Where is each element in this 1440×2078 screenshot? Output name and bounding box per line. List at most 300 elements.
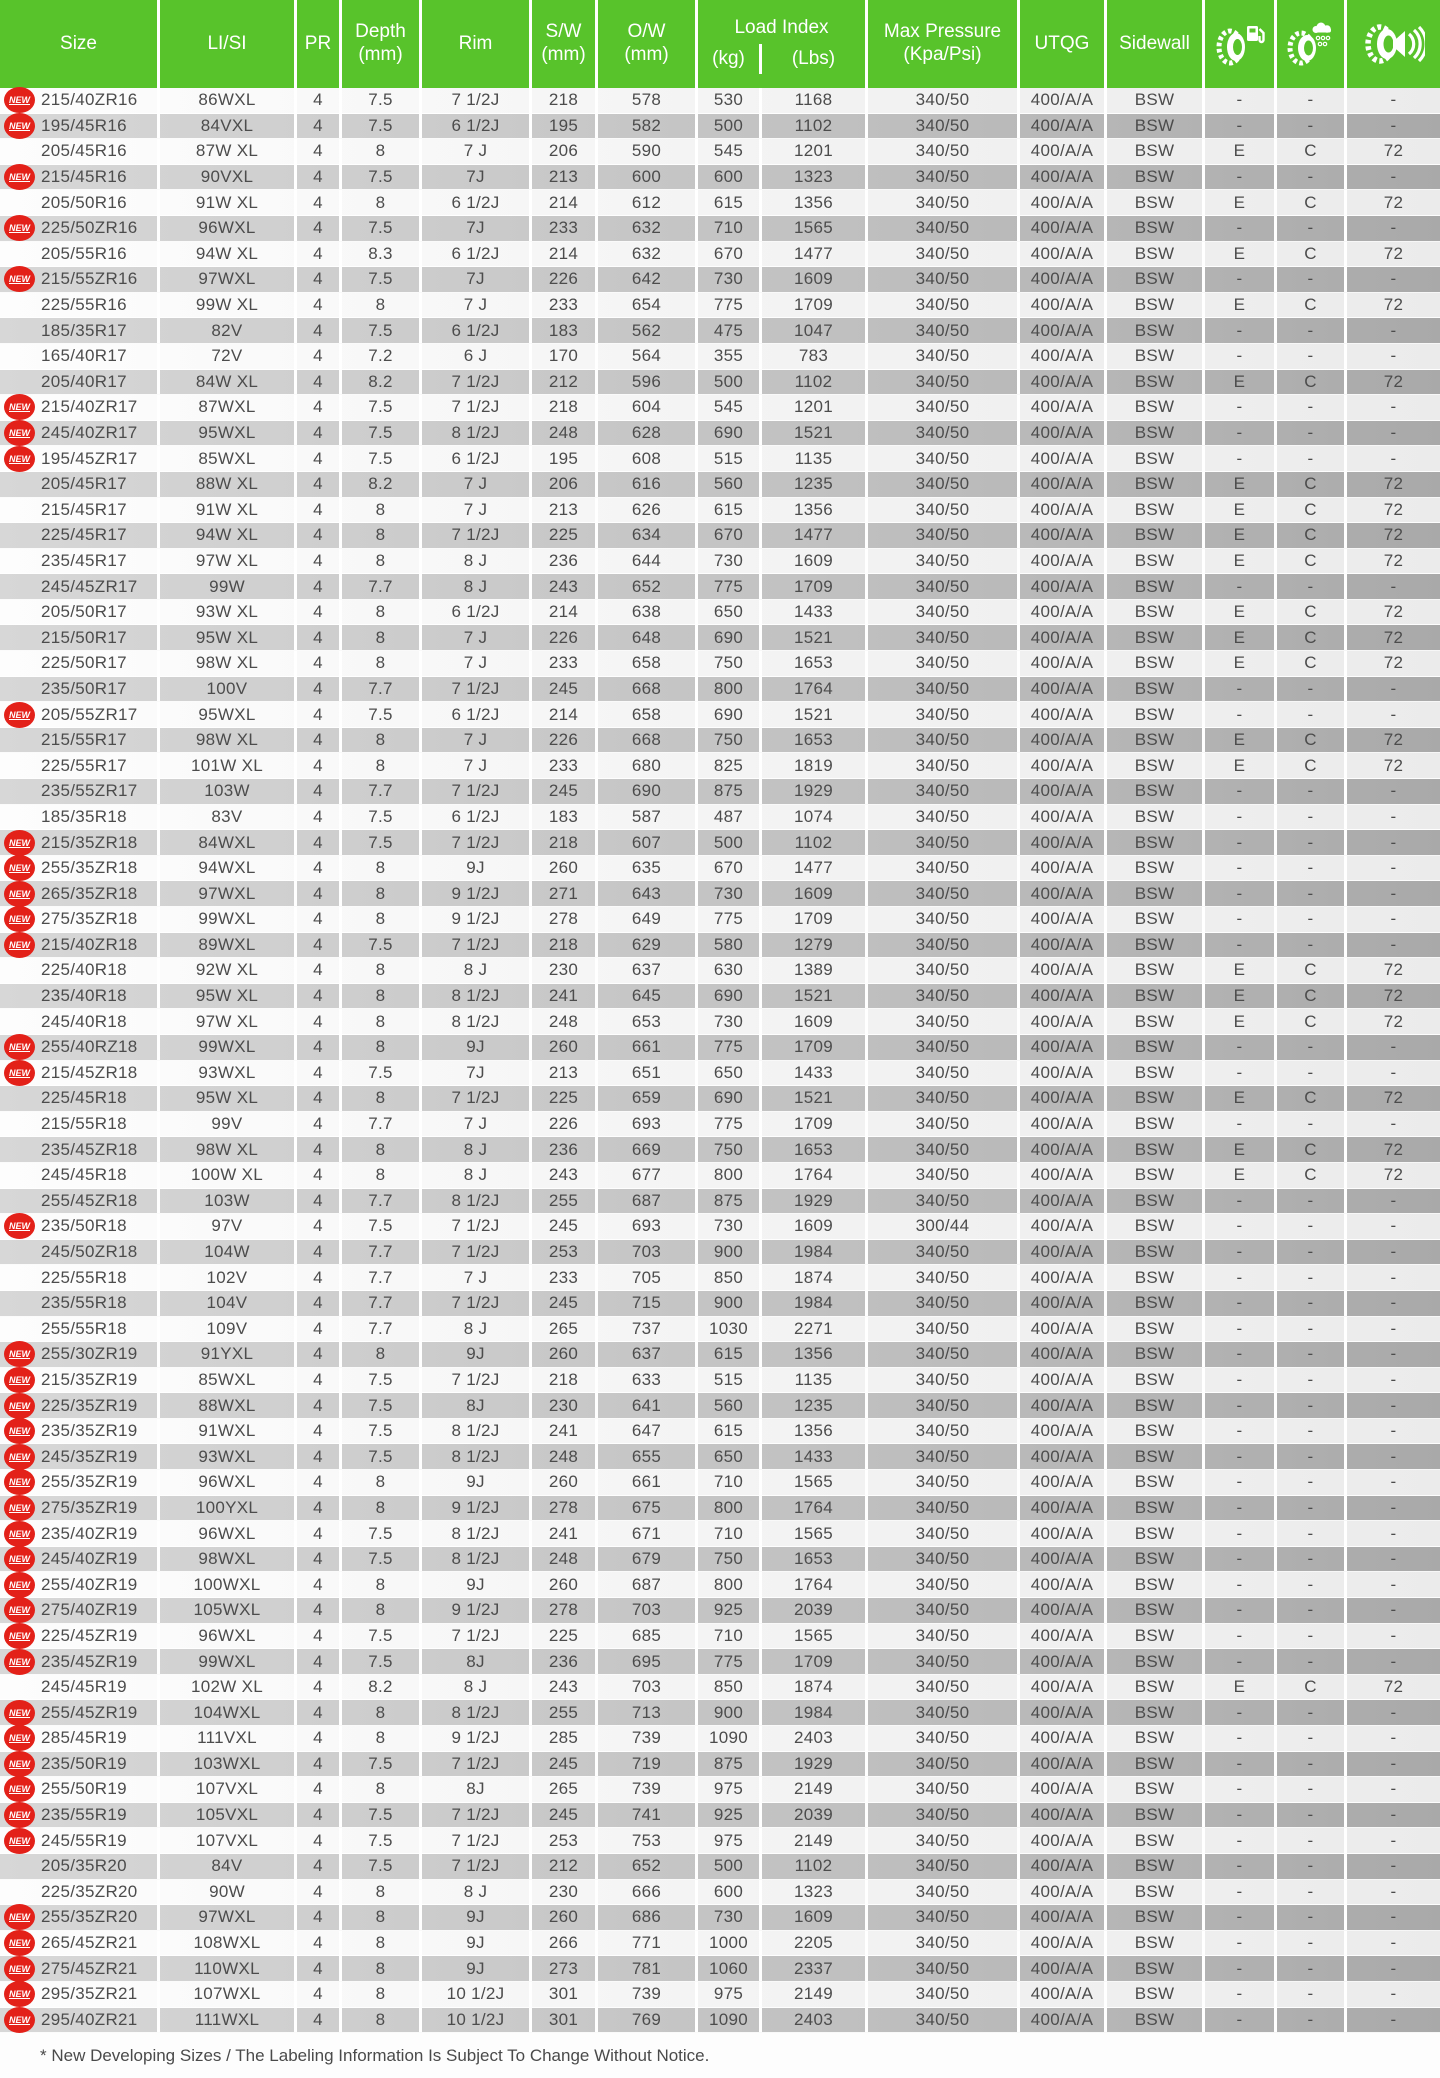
table-row — [0, 1163, 1440, 1189]
cell-wet-grip: - — [1277, 1189, 1347, 1214]
cell-fuel: - — [1205, 1342, 1277, 1367]
cell-pressure: 340/50 — [868, 1137, 1020, 1162]
cell-ow: 637 — [598, 958, 698, 983]
new-badge: NEW — [4, 1393, 35, 1419]
cell-depth: 7.5 — [342, 446, 422, 471]
new-badge: NEW — [4, 87, 35, 113]
cell-pressure: 340/50 — [868, 1112, 1020, 1137]
cell-rim: 7 1/2J — [422, 1368, 532, 1393]
table-row — [0, 1803, 1440, 1829]
cell-lisi: 97WXL — [160, 267, 297, 292]
cell-sidewall: BSW — [1107, 1214, 1205, 1239]
cell-lisi: 98WXL — [160, 1547, 297, 1572]
cell-pr: 4 — [297, 702, 342, 727]
cell-noise: 72 — [1383, 730, 1404, 750]
table-row — [0, 1342, 1440, 1368]
new-badge: NEW — [4, 932, 35, 958]
size-value: 215/40ZR17 — [41, 397, 138, 417]
cell-ow: 642 — [598, 267, 698, 292]
cell-wet-grip: - — [1277, 1777, 1347, 1802]
cell-utqg: 400/A/A — [1020, 1777, 1107, 1802]
cell-wet-grip: C — [1277, 984, 1347, 1009]
cell-depth: 8 — [342, 1035, 422, 1060]
cell-sidewall: BSW — [1107, 1444, 1205, 1469]
cell-lisi: 99W XL — [160, 293, 297, 318]
cell-ow: 626 — [598, 498, 698, 523]
table-row — [0, 1265, 1440, 1291]
cell-lbs: 2403 — [762, 1726, 868, 1751]
cell-lisi: 95W XL — [160, 1086, 297, 1111]
cell-kg: 750 — [698, 728, 762, 753]
cell-sidewall: BSW — [1107, 1189, 1205, 1214]
new-badge: NEW — [4, 1367, 35, 1393]
table-row — [0, 907, 1440, 933]
cell-noise: - — [1390, 678, 1397, 698]
cell-sw: 213 — [532, 1061, 598, 1086]
cell-lbs: 1709 — [762, 574, 868, 599]
cell-wet-grip: C — [1277, 472, 1347, 497]
cell-lbs: 2039 — [762, 1598, 868, 1623]
cell-utqg: 400/A/A — [1020, 1035, 1107, 1060]
cell-kg: 500 — [698, 1854, 762, 1879]
cell-rim: 6 1/2J — [422, 242, 532, 267]
cell-lisi: 100V — [160, 677, 297, 702]
cell-ow: 638 — [598, 600, 698, 625]
size-value: 215/45ZR18 — [41, 1062, 138, 1082]
cell-depth: 7.5 — [342, 1649, 422, 1674]
cell-lisi: 86WXL — [160, 88, 297, 113]
size-value: 255/55R18 — [41, 1318, 127, 1338]
cell-utqg: 400/A/A — [1020, 1163, 1107, 1188]
size-value: 215/45R17 — [41, 499, 127, 519]
cell-depth: 8 — [342, 958, 422, 983]
cell-lbs: 1653 — [762, 728, 868, 753]
cell-fuel: E — [1205, 625, 1277, 650]
cell-kg: 355 — [698, 344, 762, 369]
cell-pr: 4 — [297, 1649, 342, 1674]
size-value: 235/40R18 — [41, 986, 127, 1006]
cell-pr: 4 — [297, 1880, 342, 1905]
cell-ow: 781 — [598, 1956, 698, 1981]
size-value: 245/45R18 — [41, 1165, 127, 1185]
cell-noise: - — [1390, 1267, 1397, 1287]
new-badge: NEW — [4, 1776, 35, 1802]
cell-kg: 730 — [698, 881, 762, 906]
cell-ow: 608 — [598, 446, 698, 471]
cell-depth: 7.5 — [342, 421, 422, 446]
cell-fuel: - — [1205, 1777, 1277, 1802]
table-body — [0, 88, 1440, 2033]
cell-rim: 9J — [422, 1956, 532, 1981]
cell-sidewall: BSW — [1107, 549, 1205, 574]
cell-sidewall: BSW — [1107, 805, 1205, 830]
cell-kg: 515 — [698, 446, 762, 471]
cell-ow: 671 — [598, 1521, 698, 1546]
cell-noise: 72 — [1383, 371, 1404, 391]
cell-pressure: 340/50 — [868, 779, 1020, 804]
cell-lbs: 1356 — [762, 190, 868, 215]
cell-rim: 9J — [422, 1342, 532, 1367]
size-value: 215/55R17 — [41, 730, 127, 750]
table-row — [0, 1189, 1440, 1215]
cell-sw: 230 — [532, 1880, 598, 1905]
table-row — [0, 805, 1440, 831]
cell-ow: 680 — [598, 753, 698, 778]
cell-lbs: 1874 — [762, 1265, 868, 1290]
size-value: 225/55R16 — [41, 295, 127, 315]
cell-sw: 245 — [532, 1214, 598, 1239]
cell-fuel: - — [1205, 1470, 1277, 1495]
cell-pr: 4 — [297, 1905, 342, 1930]
cell-utqg: 400/A/A — [1020, 139, 1107, 164]
cell-fuel: E — [1205, 370, 1277, 395]
cell-noise: - — [1390, 1856, 1397, 1876]
cell-lisi: 95WXL — [160, 702, 297, 727]
cell-fuel: - — [1205, 1547, 1277, 1572]
table-row — [0, 523, 1440, 549]
cell-pr: 4 — [297, 1061, 342, 1086]
cell-noise: - — [1390, 1114, 1397, 1134]
cell-depth: 7.7 — [342, 1265, 422, 1290]
cell-sidewall: BSW — [1107, 753, 1205, 778]
cell-rim: 7J — [422, 1061, 532, 1086]
cell-size — [0, 830, 160, 855]
cell-kg: 800 — [698, 1572, 762, 1597]
cell-noise: - — [1390, 448, 1397, 468]
cell-size — [0, 318, 160, 343]
cell-pr: 4 — [297, 1240, 342, 1265]
cell-noise: 72 — [1383, 499, 1404, 519]
size-value: 215/40ZR18 — [41, 934, 138, 954]
cell-pressure: 340/50 — [868, 1035, 1020, 1060]
cell-sw: 260 — [532, 856, 598, 881]
cell-utqg: 400/A/A — [1020, 293, 1107, 318]
cell-depth: 7.5 — [342, 88, 422, 113]
cell-lbs: 1477 — [762, 242, 868, 267]
cell-pressure: 340/50 — [868, 446, 1020, 471]
cell-rim: 9J — [422, 1905, 532, 1930]
cell-utqg: 400/A/A — [1020, 1931, 1107, 1956]
cell-sidewall: BSW — [1107, 1675, 1205, 1700]
cell-sidewall: BSW — [1107, 677, 1205, 702]
cell-pressure: 340/50 — [868, 753, 1020, 778]
cell-pr: 4 — [297, 242, 342, 267]
cell-size — [0, 1137, 160, 1162]
cell-pressure: 340/50 — [868, 728, 1020, 753]
table-row — [0, 1214, 1440, 1240]
cell-fuel: E — [1205, 523, 1277, 548]
cell-size — [0, 1009, 160, 1034]
cell-sw: 213 — [532, 498, 598, 523]
new-badge: NEW — [4, 1623, 35, 1649]
cell-pr: 4 — [297, 1317, 342, 1342]
cell-lisi: 95W XL — [160, 984, 297, 1009]
size-value: 205/55R16 — [41, 243, 127, 263]
cell-pr: 4 — [297, 1470, 342, 1495]
cell-noise: 72 — [1383, 1677, 1404, 1697]
cell-kg: 545 — [698, 395, 762, 420]
cell-sidewall: BSW — [1107, 1624, 1205, 1649]
cell-lbs: 1102 — [762, 830, 868, 855]
cell-depth: 7.5 — [342, 1828, 422, 1853]
cell-ow: 600 — [598, 165, 698, 190]
cell-lbs: 1929 — [762, 1189, 868, 1214]
cell-noise: 72 — [1383, 243, 1404, 263]
table-row — [0, 753, 1440, 779]
cell-utqg: 400/A/A — [1020, 753, 1107, 778]
cell-sidewall: BSW — [1107, 498, 1205, 523]
cell-sidewall: BSW — [1107, 651, 1205, 676]
cell-kg: 1030 — [698, 1317, 762, 1342]
cell-depth: 8 — [342, 625, 422, 650]
new-badge: NEW — [4, 420, 35, 446]
cell-fuel: E — [1205, 1009, 1277, 1034]
table-row — [0, 1291, 1440, 1317]
cell-wet-grip: C — [1277, 728, 1347, 753]
table-row — [0, 139, 1440, 165]
cell-lbs: 1709 — [762, 1649, 868, 1674]
col-header-load-index: Load Index (kg) (Lbs) — [698, 0, 868, 88]
cell-kg: 730 — [698, 267, 762, 292]
cell-fuel: E — [1205, 139, 1277, 164]
cell-rim: 7 1/2J — [422, 370, 532, 395]
cell-wet-grip: C — [1277, 753, 1347, 778]
cell-pr: 4 — [297, 830, 342, 855]
cell-pressure: 340/50 — [868, 1572, 1020, 1597]
cell-ow: 633 — [598, 1368, 698, 1393]
cell-lbs: 1279 — [762, 933, 868, 958]
cell-lbs: 1135 — [762, 1368, 868, 1393]
cell-sw: 260 — [532, 1470, 598, 1495]
cell-size — [0, 1419, 160, 1444]
cell-size — [0, 395, 160, 420]
cell-noise: 72 — [1383, 1165, 1404, 1185]
cell-rim: 6 1/2J — [422, 318, 532, 343]
cell-sidewall: BSW — [1107, 216, 1205, 241]
cell-noise: 72 — [1383, 1011, 1404, 1031]
cell-ow: 649 — [598, 907, 698, 932]
size-value: 235/40ZR19 — [41, 1523, 138, 1543]
cell-depth: 8 — [342, 984, 422, 1009]
cell-sw: 265 — [532, 1777, 598, 1802]
cell-noise: - — [1390, 1984, 1397, 2004]
cell-pressure: 340/50 — [868, 1777, 1020, 1802]
cell-depth: 7.5 — [342, 1444, 422, 1469]
cell-fuel: E — [1205, 728, 1277, 753]
size-value: 225/55R18 — [41, 1267, 127, 1287]
cell-ow: 645 — [598, 984, 698, 1009]
cell-ow: 651 — [598, 1061, 698, 1086]
cell-noise: - — [1390, 1216, 1397, 1236]
cell-sidewall: BSW — [1107, 1419, 1205, 1444]
cell-lbs: 1477 — [762, 523, 868, 548]
cell-size — [0, 1649, 160, 1674]
cell-rim: 8 1/2J — [422, 1521, 532, 1546]
cell-wet-grip: C — [1277, 242, 1347, 267]
cell-kg: 710 — [698, 1470, 762, 1495]
new-badge: NEW — [4, 1700, 35, 1726]
cell-sw: 260 — [532, 1572, 598, 1597]
cell-pressure: 340/50 — [868, 498, 1020, 523]
cell-lbs: 1477 — [762, 856, 868, 881]
cell-pr: 4 — [297, 1931, 342, 1956]
cell-lbs: 1764 — [762, 1572, 868, 1597]
cell-ow: 590 — [598, 139, 698, 164]
cell-pr: 4 — [297, 728, 342, 753]
cell-fuel: - — [1205, 344, 1277, 369]
size-value: 205/35R20 — [41, 1856, 127, 1876]
cell-noise: - — [1390, 1395, 1397, 1415]
cell-noise: - — [1390, 934, 1397, 954]
cell-pr: 4 — [297, 293, 342, 318]
cell-size — [0, 216, 160, 241]
cell-lisi: 97W XL — [160, 549, 297, 574]
cell-size — [0, 1700, 160, 1725]
cell-lbs: 1323 — [762, 165, 868, 190]
cell-lbs: 1984 — [762, 1240, 868, 1265]
cell-lisi: 89WXL — [160, 933, 297, 958]
cell-size — [0, 2008, 160, 2033]
cell-rim: 6 1/2J — [422, 702, 532, 727]
cell-noise: - — [1390, 1753, 1397, 1773]
table-row — [0, 728, 1440, 754]
cell-size — [0, 651, 160, 676]
cell-depth: 8 — [342, 1496, 422, 1521]
cell-lbs: 1356 — [762, 1342, 868, 1367]
cell-ow: 703 — [598, 1240, 698, 1265]
cell-kg: 615 — [698, 1419, 762, 1444]
cell-kg: 650 — [698, 1444, 762, 1469]
cell-rim: 7 1/2J — [422, 1803, 532, 1828]
cell-lisi: 98W XL — [160, 651, 297, 676]
cell-fuel: - — [1205, 1444, 1277, 1469]
cell-fuel: - — [1205, 395, 1277, 420]
cell-wet-grip: - — [1277, 881, 1347, 906]
cell-lbs: 1609 — [762, 1905, 868, 1930]
col-header-rim: Rim — [422, 0, 532, 88]
cell-wet-grip: - — [1277, 88, 1347, 113]
col-header-utqg: UTQG — [1020, 0, 1107, 88]
cell-rim: 7 J — [422, 293, 532, 318]
cell-lbs: 1984 — [762, 1291, 868, 1316]
cell-depth: 7.7 — [342, 1189, 422, 1214]
table-row — [0, 370, 1440, 396]
cell-rim: 8 J — [422, 1163, 532, 1188]
cell-sw: 260 — [532, 1342, 598, 1367]
cell-lisi: 97WXL — [160, 881, 297, 906]
cell-utqg: 400/A/A — [1020, 498, 1107, 523]
cell-pressure: 340/50 — [868, 984, 1020, 1009]
cell-noise: 72 — [1383, 602, 1404, 622]
new-badge: NEW — [4, 1597, 35, 1623]
cell-depth: 7.5 — [342, 1521, 422, 1546]
cell-noise: 72 — [1383, 474, 1404, 494]
cell-pressure: 340/50 — [868, 216, 1020, 241]
cell-wet-grip: - — [1277, 1214, 1347, 1239]
cell-depth: 8 — [342, 1572, 422, 1597]
cell-size — [0, 1854, 160, 1879]
cell-lbs: 1433 — [762, 1061, 868, 1086]
cell-pr: 4 — [297, 446, 342, 471]
cell-pressure: 340/50 — [868, 1393, 1020, 1418]
cell-size — [0, 1803, 160, 1828]
cell-pr: 4 — [297, 753, 342, 778]
cell-lisi: 99WXL — [160, 1649, 297, 1674]
cell-sw: 248 — [532, 1547, 598, 1572]
cell-size — [0, 1521, 160, 1546]
cell-lbs: 2403 — [762, 2008, 868, 2033]
cell-kg: 615 — [698, 190, 762, 215]
cell-pr: 4 — [297, 165, 342, 190]
new-badge: NEW — [4, 446, 35, 472]
cell-lisi: 108WXL — [160, 1931, 297, 1956]
cell-pressure: 340/50 — [868, 907, 1020, 932]
cell-utqg: 400/A/A — [1020, 1572, 1107, 1597]
cell-pr: 4 — [297, 1675, 342, 1700]
size-value: 225/45R18 — [41, 1088, 127, 1108]
cell-sw: 301 — [532, 1982, 598, 2007]
cell-rim: 8 J — [422, 1880, 532, 1905]
cell-pr: 4 — [297, 1828, 342, 1853]
cell-lisi: 101W XL — [160, 753, 297, 778]
table-row — [0, 1061, 1440, 1087]
cell-wet-grip: C — [1277, 293, 1347, 318]
cell-size — [0, 702, 160, 727]
cell-sw: 266 — [532, 1931, 598, 1956]
table-row — [0, 958, 1440, 984]
cell-lisi: 87W XL — [160, 139, 297, 164]
cell-ow: 741 — [598, 1803, 698, 1828]
cell-kg: 1060 — [698, 1956, 762, 1981]
cell-lbs: 1235 — [762, 1393, 868, 1418]
cell-noise: - — [1390, 832, 1397, 852]
size-value: 275/45ZR21 — [41, 1958, 138, 1978]
cell-depth: 7.5 — [342, 1803, 422, 1828]
cell-pressure: 340/50 — [868, 1982, 1020, 2007]
cell-kg: 875 — [698, 1752, 762, 1777]
cell-size — [0, 523, 160, 548]
cell-kg: 975 — [698, 1777, 762, 1802]
cell-wet-grip: - — [1277, 1496, 1347, 1521]
cell-lbs: 1201 — [762, 139, 868, 164]
cell-kg: 825 — [698, 753, 762, 778]
cell-wet-grip: - — [1277, 856, 1347, 881]
cell-wet-grip: - — [1277, 1419, 1347, 1444]
cell-sw: 278 — [532, 907, 598, 932]
size-value: 215/45R16 — [41, 167, 127, 187]
cell-lbs: 2149 — [762, 1982, 868, 2007]
new-badge: NEW — [4, 113, 35, 139]
cell-noise: - — [1390, 806, 1397, 826]
cell-utqg: 400/A/A — [1020, 984, 1107, 1009]
cell-sidewall: BSW — [1107, 1649, 1205, 1674]
table-row — [0, 1368, 1440, 1394]
cell-wet-grip: C — [1277, 625, 1347, 650]
cell-depth: 8 — [342, 1982, 422, 2007]
new-badge: NEW — [4, 1060, 35, 1086]
cell-sw: 230 — [532, 958, 598, 983]
cell-pressure: 340/50 — [868, 1240, 1020, 1265]
cell-depth: 8 — [342, 1598, 422, 1623]
cell-sw: 243 — [532, 1675, 598, 1700]
cell-lisi: 96WXL — [160, 1470, 297, 1495]
cell-sidewall: BSW — [1107, 856, 1205, 881]
cell-pr: 4 — [297, 1393, 342, 1418]
table-row — [0, 190, 1440, 216]
cell-ow: 652 — [598, 1854, 698, 1879]
cell-lisi: 99WXL — [160, 1035, 297, 1060]
cell-rim: 9J — [422, 1572, 532, 1597]
